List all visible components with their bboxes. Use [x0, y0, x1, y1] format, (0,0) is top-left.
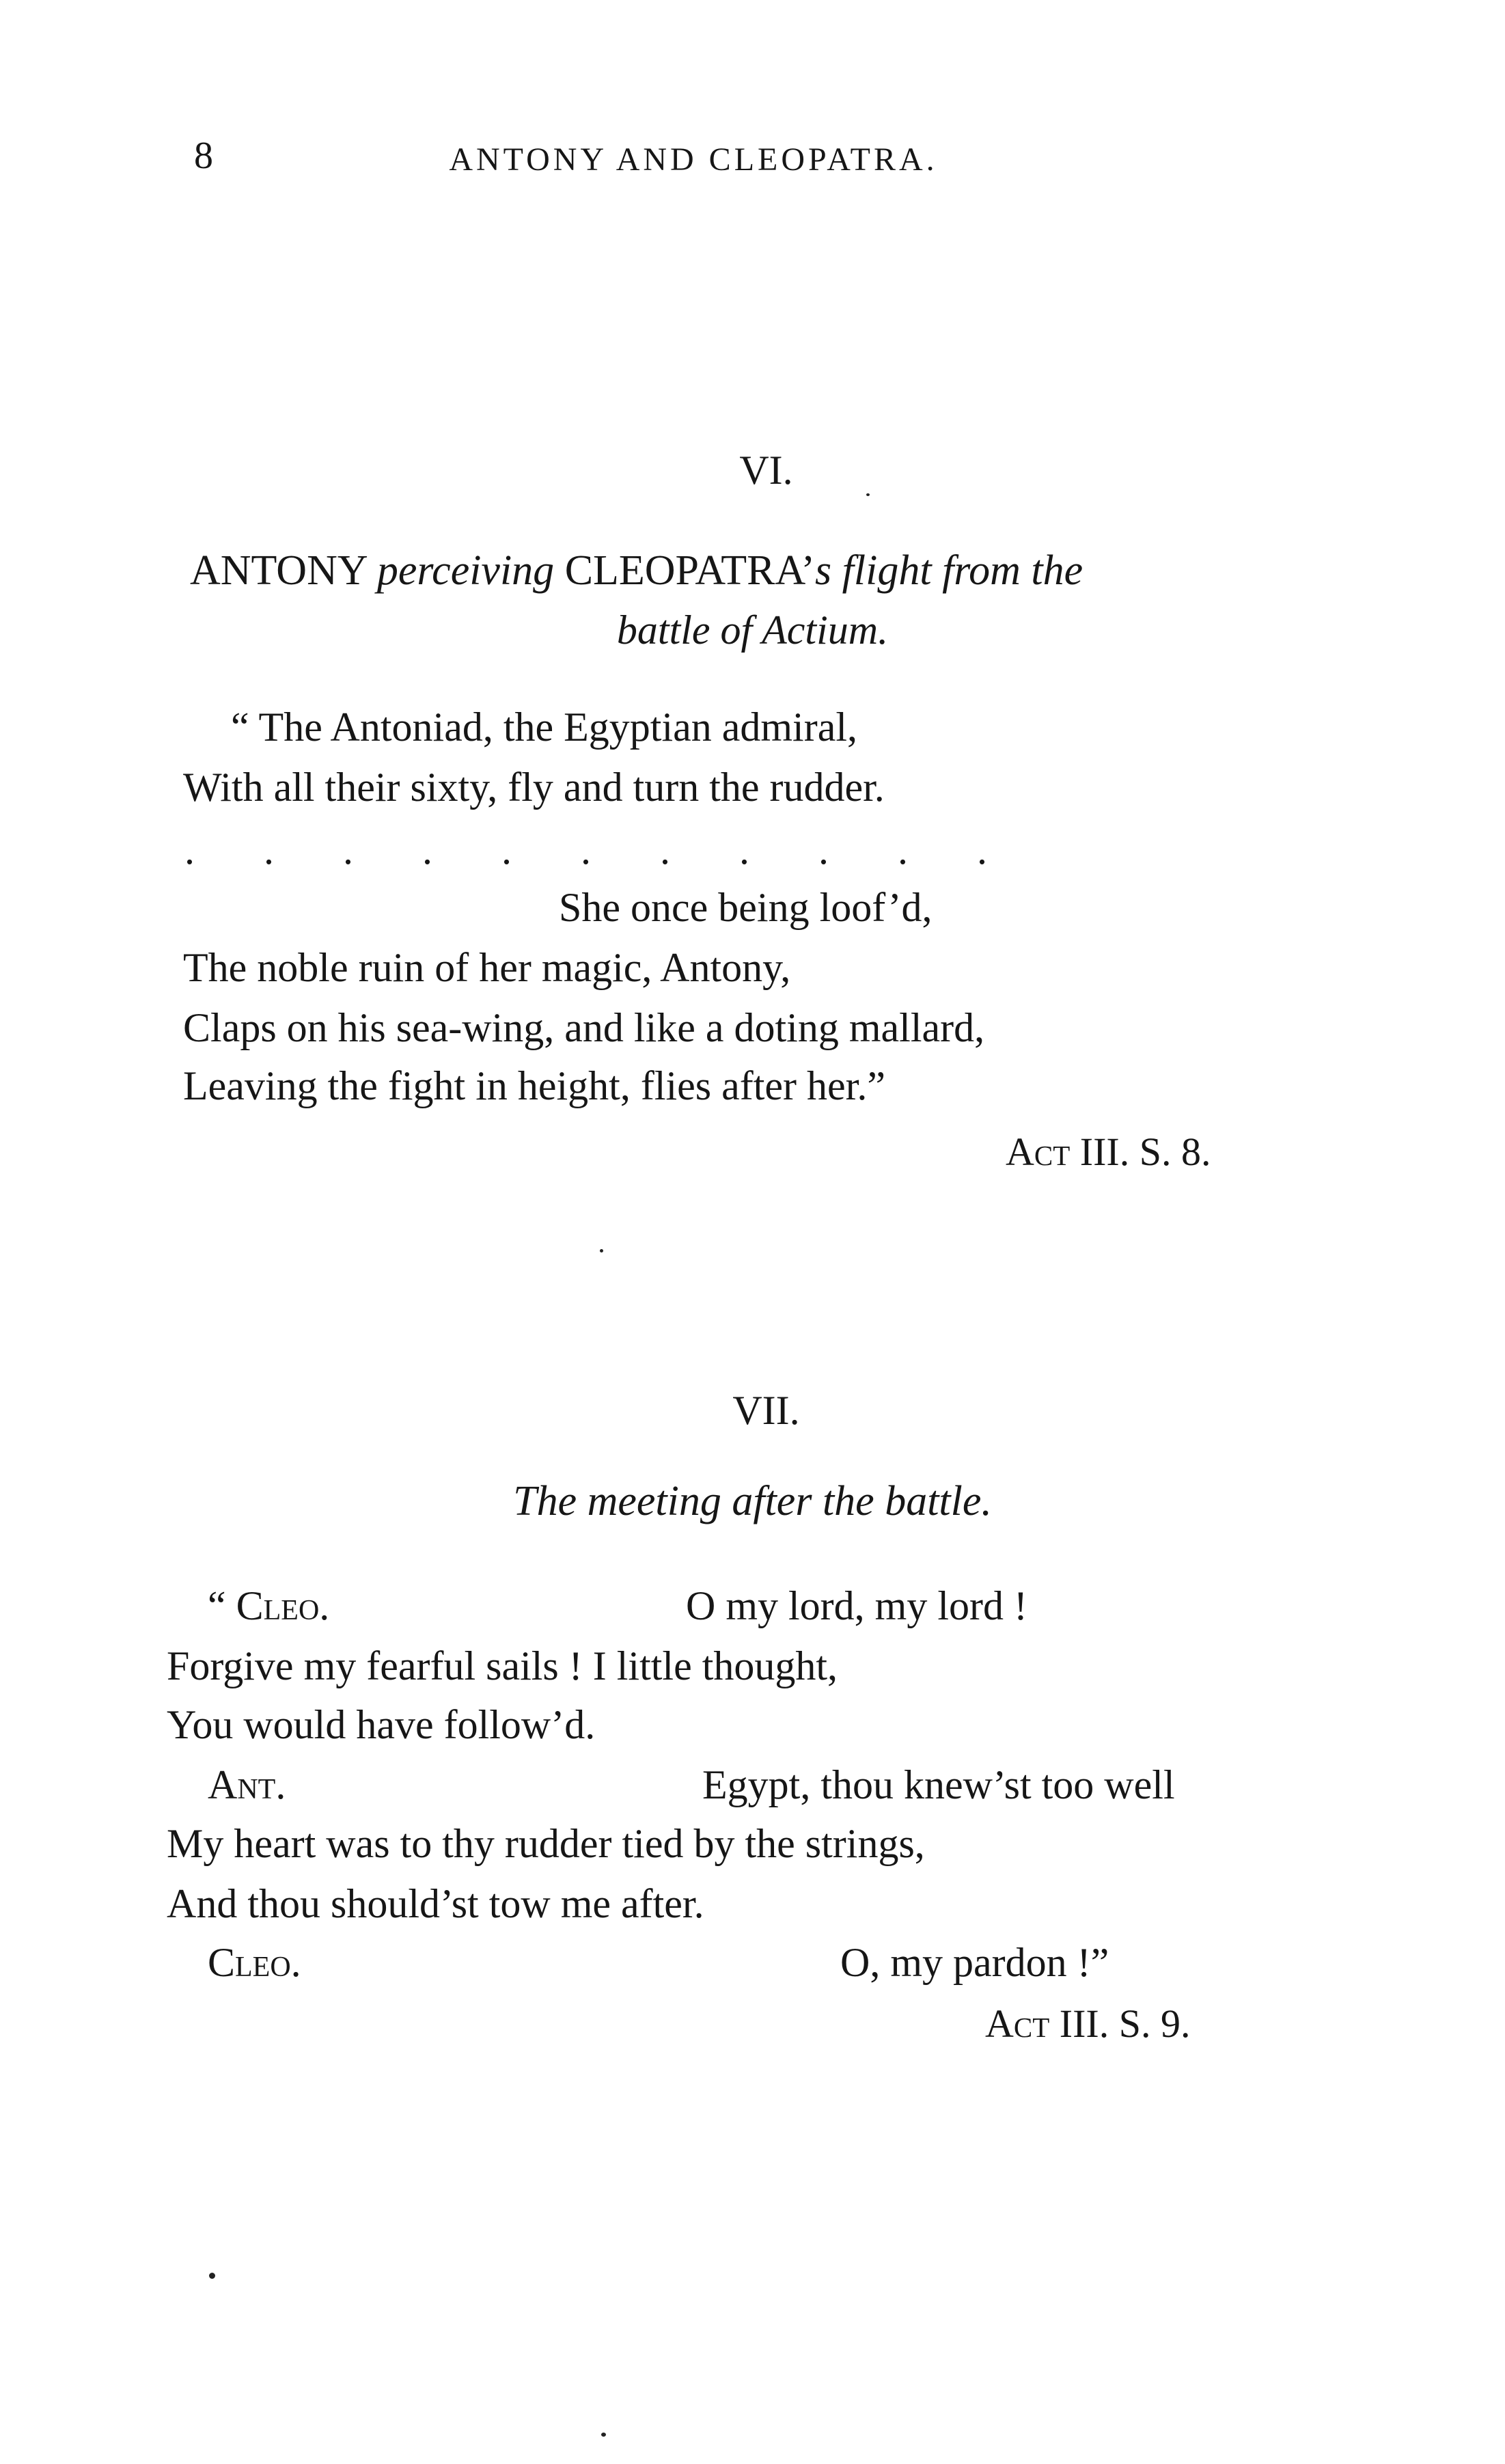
speaker-cleo: Cleo.	[208, 1940, 301, 1985]
title-possessive-s: s	[815, 547, 832, 594]
dialogue-line: And thou should’st tow me after.	[167, 1881, 704, 1926]
ellipsis-dots: . . . . . . . . . . .	[184, 827, 990, 873]
dialogue-line: Egypt, thou knew’st too well	[702, 1762, 1175, 1807]
speaker-cleo: “ Cleo.	[208, 1583, 330, 1628]
dialogue-line: You would have follow’d.	[167, 1702, 596, 1747]
section-vii-title: The meeting after the battle.	[513, 1478, 992, 1524]
section-vi-numeral: VI.	[739, 448, 793, 493]
title-perceiving: perceiving	[376, 547, 555, 594]
verse-line: “ The Antoniad, the Egyptian admiral,	[231, 704, 857, 750]
paper-speck	[866, 493, 870, 496]
paper-speck	[600, 1249, 603, 1252]
verse-line: The noble ruin of her magic, Antony,	[183, 945, 791, 990]
verse-line: Leaving the fight in height, flies after her.”	[183, 1063, 885, 1108]
verse-line: Claps on his sea-wing, and like a doting mallard,	[183, 1005, 985, 1050]
section-vii-citation: Act III. S. 9.	[985, 2001, 1191, 2046]
speaker-ant: Ant.	[208, 1762, 286, 1807]
section-vi-citation: Act III. S. 8.	[1006, 1130, 1211, 1174]
paper-speck	[601, 2433, 606, 2437]
section-vi-title-line-2: battle of Actium.	[616, 607, 889, 653]
page-number: 8	[194, 135, 213, 177]
title-antony: ANTONY	[190, 547, 367, 594]
dialogue-line: Forgive my fearful sails ! I little thought,	[167, 1643, 838, 1688]
dialogue-line: My heart was to thy rudder tied by the strings,	[167, 1821, 925, 1866]
running-title: ANTONY AND CLEOPATRA.	[449, 141, 938, 178]
paper-speck	[209, 2273, 215, 2279]
verse-line: She once being loof’d,	[559, 885, 933, 930]
title-cleopatra: CLEOPATRA’	[564, 547, 816, 594]
dialogue-line: O my lord, my lord !	[686, 1583, 1027, 1628]
verse-line: With all their sixty, fly and turn the rudder.	[183, 765, 885, 810]
section-vii-numeral: VII.	[732, 1388, 800, 1433]
section-vi-title-line-1	[190, 547, 1083, 595]
dialogue-line: O, my pardon !”	[840, 1940, 1109, 1985]
title-flight-from-the: flight from the	[842, 547, 1083, 594]
